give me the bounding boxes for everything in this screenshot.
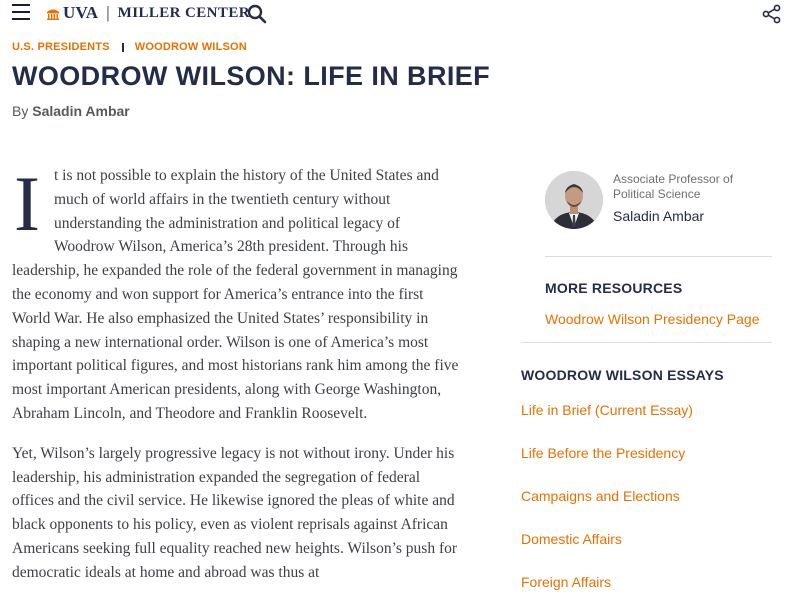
author-avatar[interactable] [545, 171, 603, 229]
author-name[interactable]: Saladin Ambar [613, 208, 705, 224]
breadcrumb [12, 41, 247, 53]
logo-miller-center-text: MILLER CENTER [117, 4, 250, 21]
logo-uva-text: UVA [63, 3, 99, 22]
share-icon[interactable] [762, 4, 782, 24]
byline-author[interactable]: Saladin Ambar [32, 103, 130, 119]
essay-link-foreign-affairs[interactable]: Foreign Affairs [521, 574, 612, 590]
divider [521, 342, 772, 343]
breadcrumb-separator [122, 43, 124, 52]
article-paragraph [12, 160, 460, 426]
breadcrumb-us-presidents[interactable]: U.S. PRESIDENTS [12, 41, 110, 53]
more-resources-heading: MORE RESOURCES [545, 280, 683, 296]
rotunda-logo-icon [46, 7, 60, 20]
site-logo[interactable] [46, 3, 250, 23]
presidency-page-link[interactable]: Woodrow Wilson Presidency Page [545, 311, 760, 327]
essay-link-life-in-brief[interactable]: Life in Brief (Current Essay) [521, 402, 693, 418]
author-photo-image [545, 171, 603, 229]
drop-cap: I [14, 160, 40, 247]
byline-prefix: By [12, 103, 29, 119]
essay-link-campaigns-elections[interactable]: Campaigns and Elections [521, 488, 680, 504]
paragraph-1-text: t is not possible to explain the history of the United States and much of world affairs in the twentieth century without understanding the administration and political legacy of Woodrow Wilson, America’s 28th president. Through his leadership, he expanded the role of the federal government in managing the economy and won support for America’s entrance into the first World War. He also emphasized the United States’ responsibility in shaping a new international order. Wilson is one of America’s most important political figures, and most historians rank him among the five most important American presidents, along with George Washington, Abraham Lincoln, and Theodore and Franklin Roosevelt. [12, 167, 459, 422]
breadcrumb-woodrow-wilson[interactable]: WOODROW WILSON [134, 41, 247, 53]
search-icon[interactable] [247, 4, 267, 24]
byline [12, 103, 130, 119]
logo-separator: | [106, 3, 110, 22]
essay-link-domestic-affairs[interactable]: Domestic Affairs [521, 531, 622, 547]
menu-icon[interactable] [12, 4, 30, 20]
divider [545, 256, 772, 257]
top-navigation-bar [0, 0, 792, 28]
article-paragraph-2: Yet, Wilson’s largely progressive legacy is not without irony. Under his leadership, his administration expanded the segregation of federal offices and the civil service. He likewise ignored the pleas of white and black opponents to his policy, even as violent reprisals against African Americans seeking full equality reached new heights. Wilson’s push for democratic ideals at home and abroad was thus at [12, 444, 458, 581]
author-title: Associate Professor of Political Science [613, 172, 734, 201]
essay-link-life-before-presidency[interactable]: Life Before the Presidency [521, 445, 686, 461]
page-title: WOODROW WILSON: LIFE IN BRIEF [12, 61, 491, 91]
article-body [12, 160, 460, 600]
essays-heading: WOODROW WILSON ESSAYS [521, 367, 724, 383]
